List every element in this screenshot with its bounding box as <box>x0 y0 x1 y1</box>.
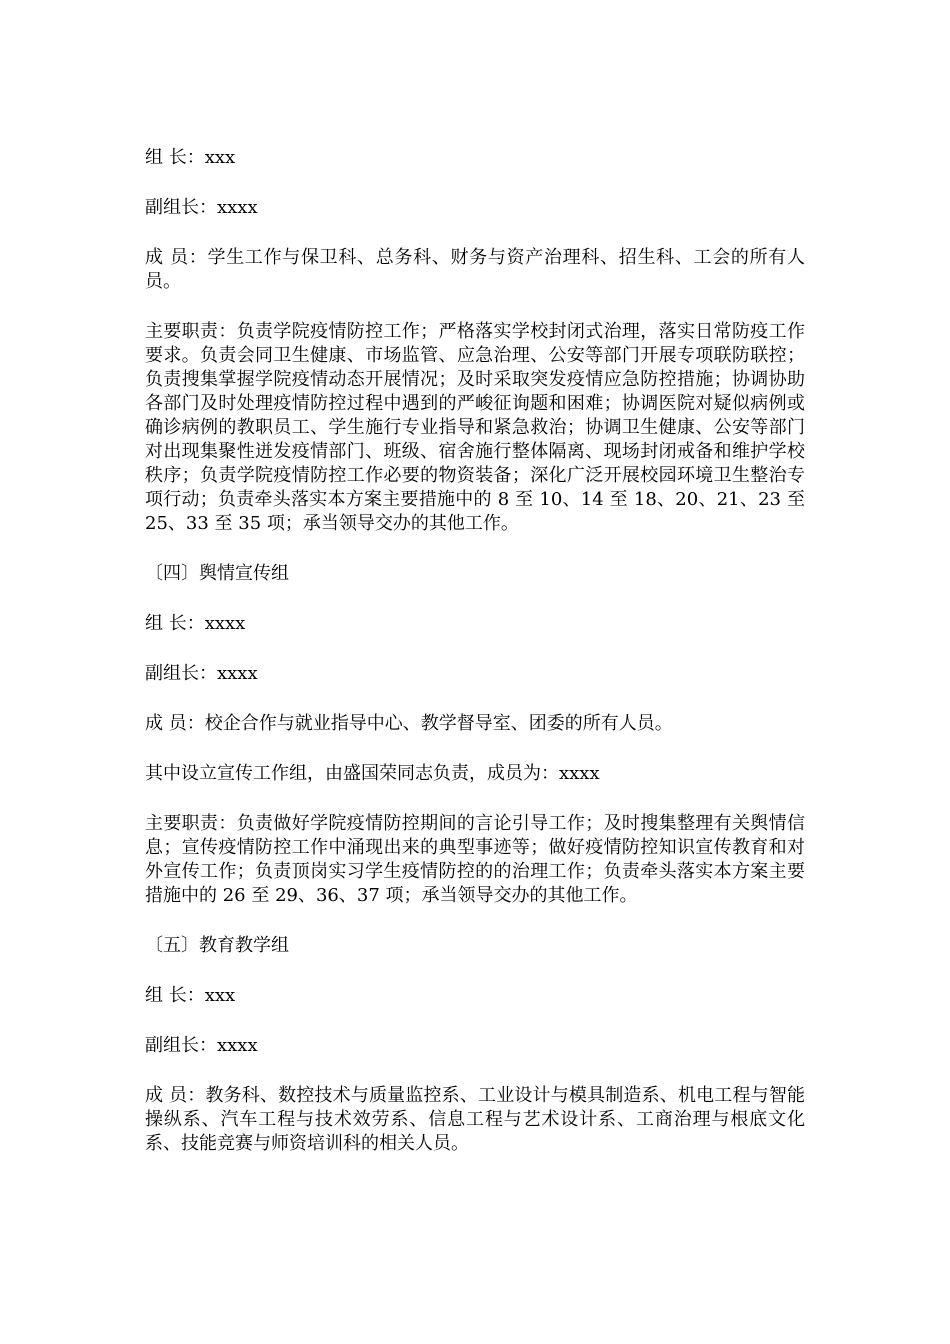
members-line: 成 员：校企合作与就业指导中心、教学督导室、团委的所有人员。 <box>145 713 673 734</box>
publicity-team-line: 其中设立宣传工作组，由盛国荣同志负责，成员为：xxxx <box>145 763 600 784</box>
section-heading-education: 〔五〕教育教学组 <box>145 935 289 956</box>
group-leader-line: 组 长：xxx <box>145 985 236 1006</box>
members-line: 成 员：教务科、数控技术与质量监控系、工业设计与模具制造系、机电工程与智能操纵系、汽车工程与技术效劳系、信息工程与艺术设计系、工商治理与根底文化系、技能竞赛与师资培训科的相关人员。 <box>145 1085 805 1154</box>
responsibilities-paragraph: 主要职责：负责学院疫情防控工作；严格落实学校封闭式治理，落实日常防疫工作要求。负责会同卫生健康、市场监管、应急治理、公安等部门开展专项联防联控；负责搜集掌握学院疫情动态开展情况；及时采取突发疫情应急防控措施；协调协助各部门及时处理疫情防控过程中遇到的严峻征询题和困难；协调医院对疑似病例或确诊病例的教职员工、学生施行专业指导和紧急救治；协调卫生健康、公安等部门对出现集聚性迸发疫情部门、班级、宿舍施行整体隔离、现场封闭戒备和维护学校秩序；负责学院疫情防控工作必要的物资装备；深化广泛开展校园环境卫生整治专项行动；负责牵头落实本方案主要措施中的 8 至 10、14 至 18、20、21、23 至 25、33 至 35 项；承当领导交办的其他工作。 <box>145 321 805 534</box>
members-line: 成 员：学生工作与保卫科、总务科、财务与资产治理科、招生科、工会的所有人员。 <box>145 247 805 292</box>
responsibilities-paragraph: 主要职责：负责做好学院疫情防控期间的言论引导工作；及时搜集整理有关舆情信息；宣传疫情防控工作中涌现出来的典型事迹等；做好疫情防控知识宣传教育和对外宣传工作；负责顶岗实习学生疫情防控的的治理工作；负责牵头落实本方案主要措施中的 26 至 29、36、37 项；承当领导交办的其他工作。 <box>145 813 805 906</box>
deputy-leader-line: 副组长：xxxx <box>145 1035 258 1056</box>
group-leader-line: 组 长：xxxx <box>145 613 246 634</box>
group-leader-line: 组 长：xxx <box>145 147 236 168</box>
deputy-leader-line: 副组长：xxxx <box>145 663 258 684</box>
document-body <box>145 146 805 1182</box>
section-heading-public-opinion: 〔四〕舆情宣传组 <box>145 563 289 584</box>
deputy-leader-line: 副组长：xxxx <box>145 197 258 218</box>
